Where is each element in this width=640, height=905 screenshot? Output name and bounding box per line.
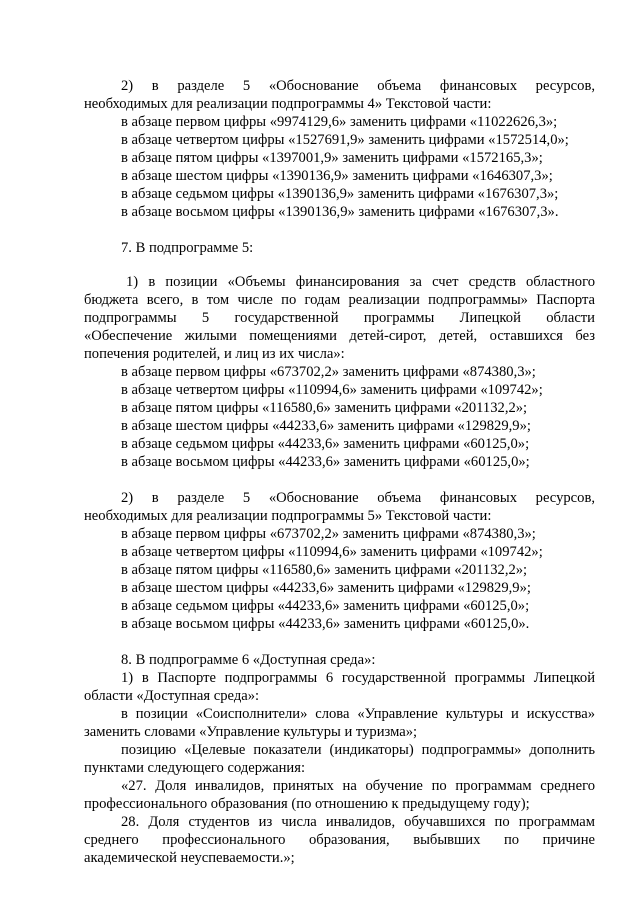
list-item: в абзаце пятом цифры «1397001,9» заменить цифрами «1572165,3»; xyxy=(121,150,543,166)
list-item: в абзаце четвертом цифры «110994,6» заменить цифрами «109742»; xyxy=(121,382,543,398)
paragraph-line: в позиции «Соисполнители» слова «Управление культуры и искусства» xyxy=(121,706,595,722)
list-item: в абзаце первом цифры «9974129,6» заменить цифрами «11022626,3»; xyxy=(121,114,558,130)
section-heading: 8. В подпрограмме 6 «Доступная среда»: xyxy=(121,652,376,668)
paragraph-line: 1) в Паспорте подпрограммы 6 государственной программы Липецкой xyxy=(121,670,595,686)
paragraph-line: среднего профессионального образования, выбывших по причине xyxy=(84,832,595,848)
paragraph-line: 1) в позиции «Объемы финансирования за счет средств областного xyxy=(126,274,595,290)
paragraph-line: бюджета всего, в том числе по годам реализации подпрограммы» Паспорта xyxy=(84,292,595,308)
paragraph-line: необходимых для реализации подпрограммы 4» Текстовой части: xyxy=(84,96,492,112)
paragraph-line: «27. Доля инвалидов, принятых на обучение по программам среднего xyxy=(121,778,595,794)
paragraph-line: заменить словами «Управление культуры и туризма»; xyxy=(84,724,418,740)
paragraph-line: попечения родителей, и лиц из их числа»: xyxy=(84,346,345,362)
list-item: в абзаце восьмом цифры «44233,6» заменить цифрами «60125,0»; xyxy=(121,454,530,470)
paragraph-line: пунктами следующего содержания: xyxy=(84,760,305,776)
list-item: в абзаце седьмом цифры «44233,6» заменить цифрами «60125,0»; xyxy=(121,436,530,452)
list-item: в абзаце шестом цифры «44233,6» заменить цифрами «129829,9»; xyxy=(121,418,531,434)
paragraph-line: необходимых для реализации подпрограммы 5» Текстовой части: xyxy=(84,508,492,524)
paragraph-line: позицию «Целевые показатели (индикаторы) подпрограммы» дополнить xyxy=(121,742,595,758)
list-item: в абзаце пятом цифры «116580,6» заменить цифрами «201132,2»; xyxy=(121,400,528,416)
paragraph-line: профессионального образования (по отношению к предыдущему году); xyxy=(84,796,530,812)
section-heading: 7. В подпрограмме 5: xyxy=(121,240,254,256)
paragraph-line: 28. Доля студентов из числа инвалидов, обучавшихся по программам xyxy=(121,814,595,830)
paragraph-line: 2) в разделе 5 «Обоснование объема финансовых ресурсов, xyxy=(121,490,595,506)
paragraph-line: области «Доступная среда»: xyxy=(84,688,260,704)
paragraph-line: академической неуспеваемости.»; xyxy=(84,850,295,866)
list-item: в абзаце седьмом цифры «1390136,9» заменить цифрами «1676307,3»; xyxy=(121,186,559,202)
list-item: в абзаце четвертом цифры «110994,6» заменить цифрами «109742»; xyxy=(121,544,543,560)
list-item: в абзаце первом цифры «673702,2» заменить цифрами «874380,3»; xyxy=(121,364,536,380)
list-item: в абзаце восьмом цифры «1390136,9» заменить цифрами «1676307,3». xyxy=(121,204,559,220)
list-item: в абзаце пятом цифры «116580,6» заменить цифрами «201132,2»; xyxy=(121,562,528,578)
paragraph-line: 2) в разделе 5 «Обоснование объема финансовых ресурсов, xyxy=(121,78,595,94)
list-item: в абзаце седьмом цифры «44233,6» заменить цифрами «60125,0»; xyxy=(121,598,530,614)
list-item: в абзаце шестом цифры «1390136,9» заменить цифрами «1646307,3»; xyxy=(121,168,553,184)
paragraph-line: «Обеспечение жилыми помещениями детей-сирот, детей, оставшихся без xyxy=(84,328,595,344)
list-item: в абзаце первом цифры «673702,2» заменить цифрами «874380,3»; xyxy=(121,526,536,542)
list-item: в абзаце восьмом цифры «44233,6» заменить цифрами «60125,0». xyxy=(121,616,530,632)
list-item: в абзаце четвертом цифры «1527691,9» заменить цифрами «1572514,0»; xyxy=(121,132,569,148)
list-item: в абзаце шестом цифры «44233,6» заменить цифрами «129829,9»; xyxy=(121,580,531,596)
paragraph-line: подпрограммы 5 государственной программы Липецкой области xyxy=(84,310,595,326)
